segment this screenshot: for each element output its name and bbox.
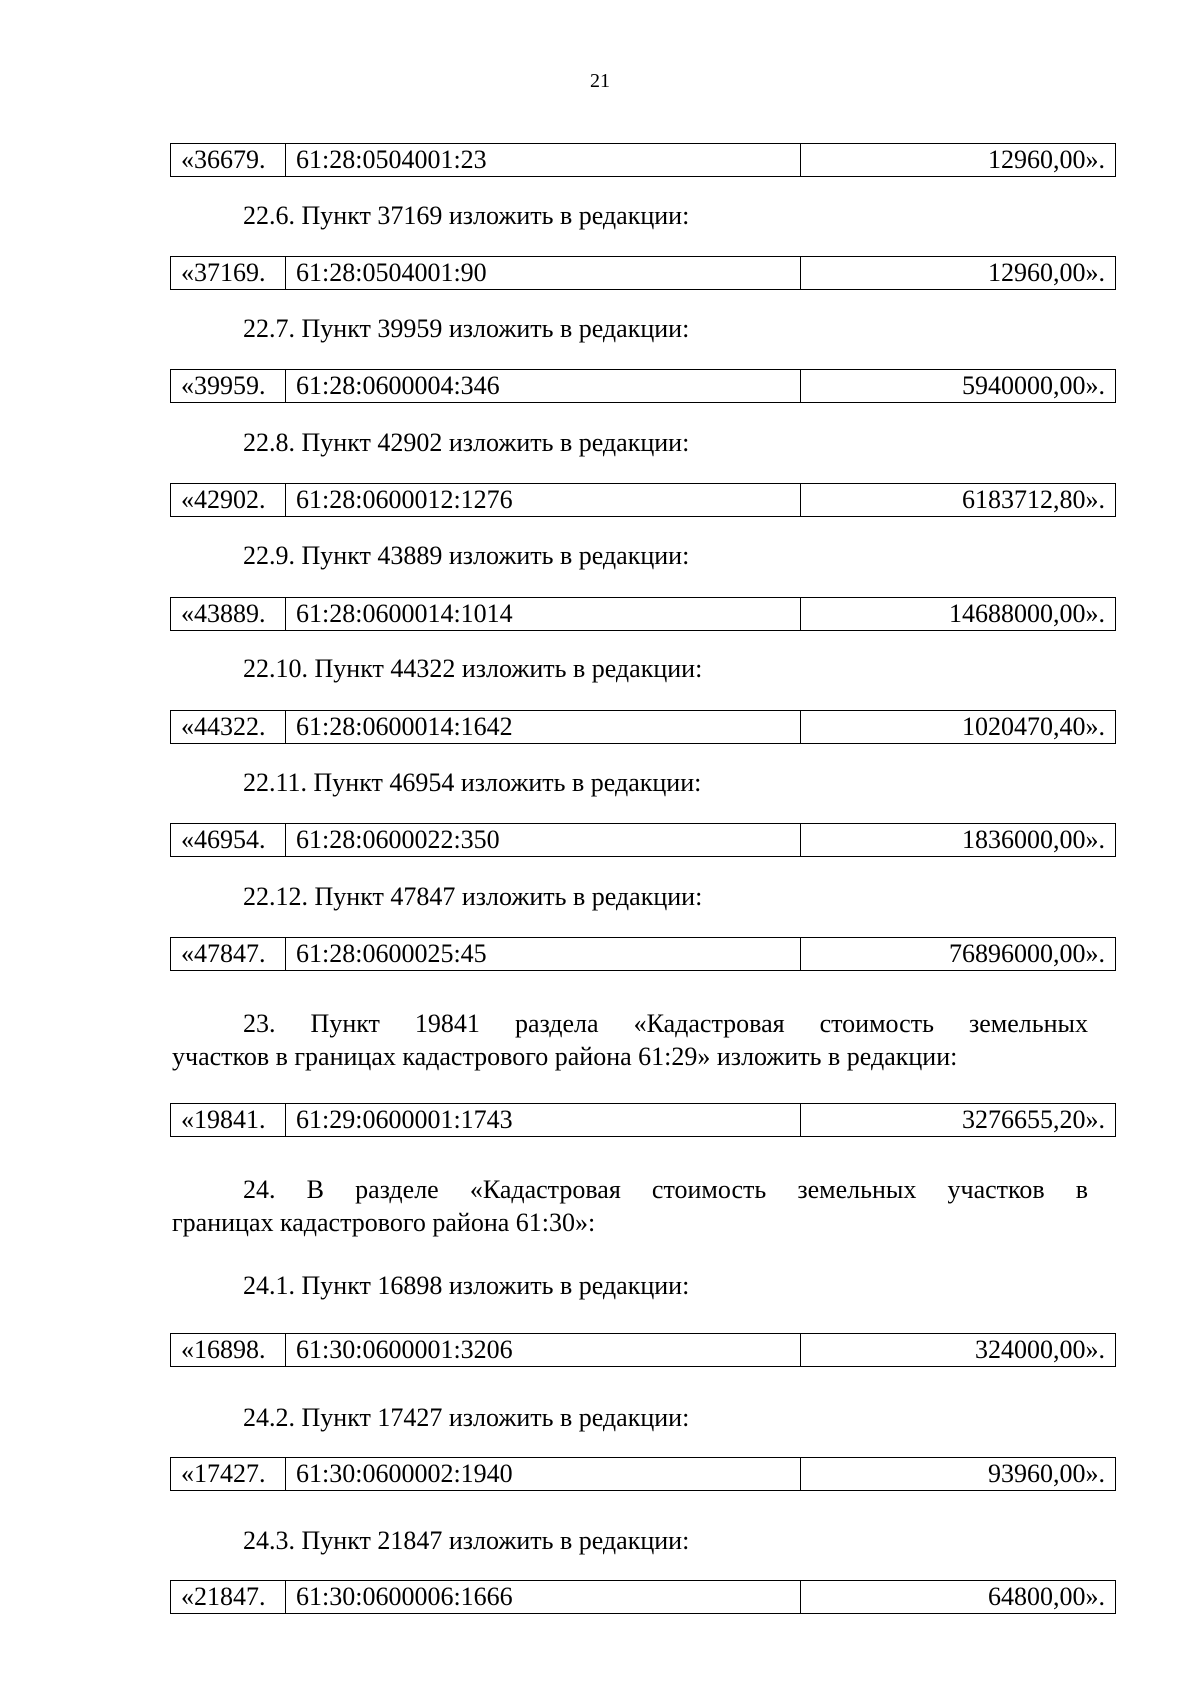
cadastral-number-cell: 61:30:0600001:3206 [286, 1334, 801, 1366]
paragraph-line: границах кадастрового района 61:30»: [172, 1208, 596, 1237]
cadastral-value-cell: 6183712,80». [962, 485, 1105, 514]
cadastral-number-cell: 61:29:0600001:1743 [286, 1104, 801, 1136]
item-number-cell: «43889. [171, 598, 286, 630]
item-number-cell: «37169. [171, 257, 286, 289]
paragraph [172, 1007, 1088, 1073]
cadastral-value-cell: 1020470,40». [962, 712, 1105, 741]
item-number-cell: «39959. [171, 370, 286, 402]
table-row [170, 483, 1116, 517]
table-row [170, 143, 1116, 177]
item-number-cell: «36679. [171, 144, 286, 176]
item-number-cell: «21847. [171, 1581, 286, 1613]
cadastral-number-cell: 61:28:0504001:90 [286, 257, 801, 289]
instruction-text: 22.7. Пункт 39959 изложить в редакции: [243, 314, 690, 343]
table-row [170, 710, 1116, 744]
item-number-cell: «42902. [171, 484, 286, 516]
cadastral-value-cell: 324000,00». [975, 1335, 1105, 1364]
item-number-cell: «46954. [171, 824, 286, 856]
cadastral-value-cell: 64800,00». [988, 1582, 1105, 1611]
paragraph-line: 24. В разделе «Кадастровая стоимость земельных участков в [243, 1175, 1088, 1204]
instruction-text: 22.11. Пункт 46954 изложить в редакции: [243, 768, 702, 797]
cadastral-number-cell: 61:28:0600022:350 [286, 824, 801, 856]
cadastral-number-cell: 61:28:0600012:1276 [286, 484, 801, 516]
table-row [170, 1333, 1116, 1367]
cadastral-value-cell: 14688000,00». [949, 599, 1105, 628]
instruction-text: 24.3. Пункт 21847 изложить в редакции: [243, 1526, 690, 1555]
instruction-text: 22.9. Пункт 43889 изложить в редакции: [243, 541, 690, 570]
table-row [170, 369, 1116, 403]
page-number: 21 [590, 70, 610, 92]
cadastral-number-cell: 61:28:0600025:45 [286, 938, 801, 970]
cadastral-number-cell: 61:28:0504001:23 [286, 144, 801, 176]
cadastral-value-cell: 12960,00». [988, 145, 1105, 174]
cadastral-number-cell: 61:30:0600006:1666 [286, 1581, 801, 1613]
cadastral-value-cell: 76896000,00». [949, 939, 1105, 968]
table-row [170, 597, 1116, 631]
item-number-cell: «47847. [171, 938, 286, 970]
item-number-cell: «19841. [171, 1104, 286, 1136]
cadastral-value-cell: 3276655,20». [962, 1105, 1105, 1134]
table-row [170, 1457, 1116, 1491]
instruction-text: 24.2. Пункт 17427 изложить в редакции: [243, 1403, 690, 1432]
instruction-text: 22.6. Пункт 37169 изложить в редакции: [243, 201, 690, 230]
item-number-cell: «44322. [171, 711, 286, 743]
cadastral-number-cell: 61:28:0600014:1014 [286, 598, 801, 630]
paragraph [172, 1173, 1088, 1239]
cadastral-value-cell: 5940000,00». [962, 371, 1105, 400]
table-row [170, 256, 1116, 290]
table-row [170, 1580, 1116, 1614]
paragraph-line: 23. Пункт 19841 раздела «Кадастровая стоимость земельных [243, 1009, 1088, 1038]
table-row [170, 823, 1116, 857]
table-row [170, 937, 1116, 971]
paragraph-line: участков в границах кадастрового района 61:29» изложить в редакции: [172, 1042, 958, 1071]
instruction-text: 22.10. Пункт 44322 изложить в редакции: [243, 654, 703, 683]
cadastral-value-cell: 1836000,00». [962, 825, 1105, 854]
table-row [170, 1103, 1116, 1137]
item-number-cell: «16898. [171, 1334, 286, 1366]
instruction-text: 22.8. Пункт 42902 изложить в редакции: [243, 428, 690, 457]
cadastral-number-cell: 61:28:0600014:1642 [286, 711, 801, 743]
cadastral-value-cell: 12960,00». [988, 258, 1105, 287]
instruction-text: 24.1. Пункт 16898 изложить в редакции: [243, 1271, 690, 1300]
cadastral-value-cell: 93960,00». [988, 1459, 1105, 1488]
cadastral-number-cell: 61:30:0600002:1940 [286, 1458, 801, 1490]
item-number-cell: «17427. [171, 1458, 286, 1490]
instruction-text: 22.12. Пункт 47847 изложить в редакции: [243, 882, 703, 911]
cadastral-number-cell: 61:28:0600004:346 [286, 370, 801, 402]
